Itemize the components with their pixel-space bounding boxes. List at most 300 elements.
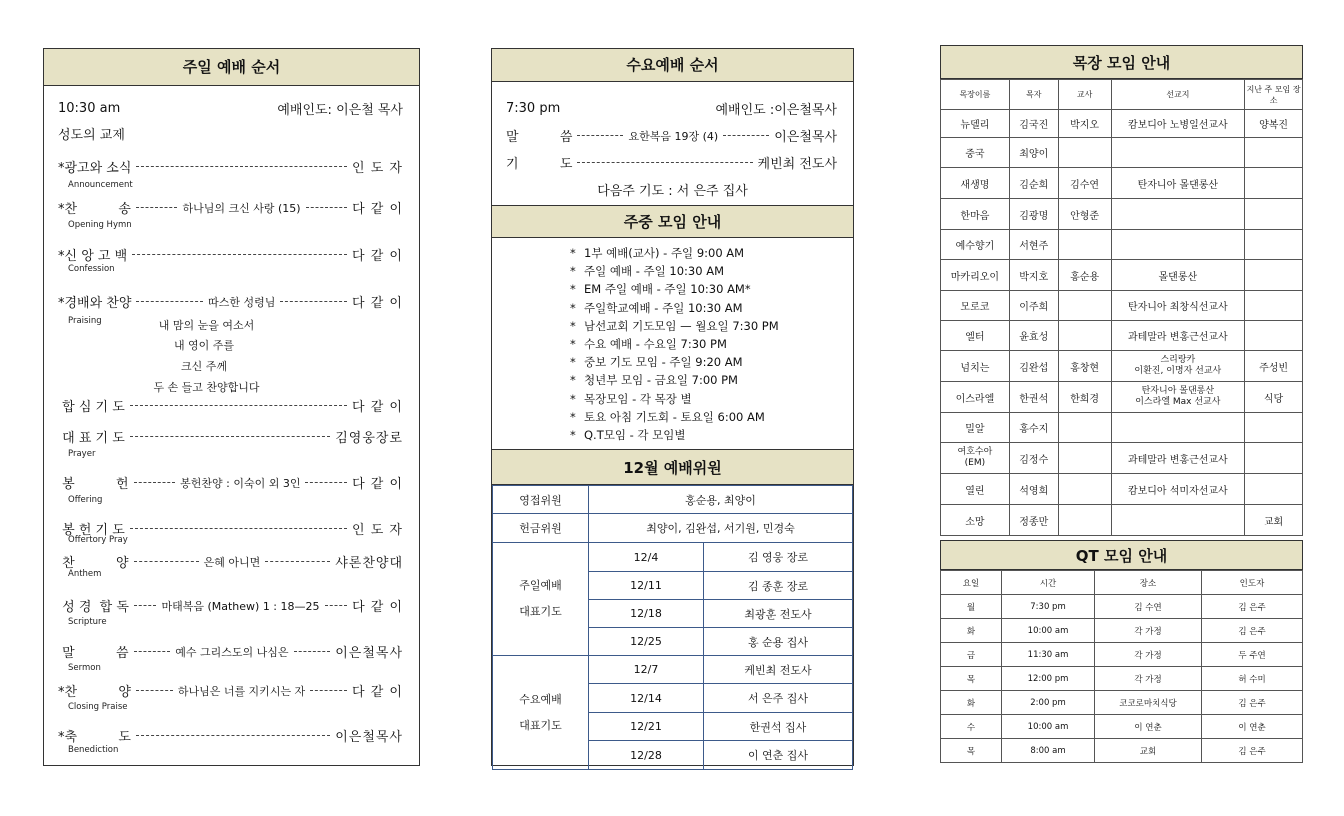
weekly-meeting-text: 주일학교예배 - 주일 10:30 AM xyxy=(584,300,743,315)
service-order-item xyxy=(58,726,403,745)
bullet-marker: * xyxy=(570,428,576,442)
schedule-date: 12/25 xyxy=(589,628,704,656)
service-order-item xyxy=(58,681,403,700)
qt-cell: 김 수연 xyxy=(1095,595,1202,619)
cell-text-line: 김완섭 xyxy=(1019,362,1049,374)
order-item-leader: 다 같 이 xyxy=(352,400,403,415)
cell-text-line: 김국진 xyxy=(1019,120,1049,131)
divider xyxy=(325,605,348,606)
cell-text-line: 마카리오이 xyxy=(950,271,1000,283)
order-item-leader: 다 같 이 xyxy=(352,249,403,264)
table-row xyxy=(941,413,1303,443)
qt-cell: 2:00 pm xyxy=(1002,691,1095,715)
weekly-meeting-text: 청년부 모임 - 금요일 7:00 PM xyxy=(584,373,738,388)
cell-text-line: 넘치는 xyxy=(960,362,990,374)
cell-group-cell xyxy=(1058,321,1111,351)
table-row xyxy=(941,443,1303,474)
cell-text-line: 석영희 xyxy=(1019,485,1049,497)
order-item-english: Benediction xyxy=(68,745,119,755)
group-label-line: 수요예배 xyxy=(519,692,562,706)
qt-cell: 8:00 am xyxy=(1002,739,1095,763)
cell-group-cell xyxy=(941,291,1010,321)
cell-group-cell xyxy=(1058,138,1111,168)
cell-group-cell xyxy=(941,321,1010,351)
cell-text-line: 과테말라 변홍근선교사 xyxy=(1127,454,1228,466)
schedule-date: 12/14 xyxy=(589,684,704,713)
wednesday-leader: 예배인도 :이은철목사 xyxy=(715,103,837,118)
cell-text-line: 캄보디아 노병일선교사 xyxy=(1127,120,1228,131)
weekly-meeting-text: 토요 아침 기도회 - 토요일 6:00 AM xyxy=(584,409,765,424)
table-row xyxy=(941,138,1303,168)
welcome-label: 영접위원 xyxy=(493,486,589,514)
cell-text-line: 탄자니아 최창식선교사 xyxy=(1127,302,1228,313)
table-row xyxy=(941,260,1303,291)
bullet-marker: * xyxy=(570,300,576,315)
weekly-meeting-item xyxy=(570,336,727,352)
cell-group-cell xyxy=(1009,474,1058,505)
december-committee-title: 12월 예배위원 xyxy=(492,449,853,485)
table-row xyxy=(941,691,1303,715)
next-prayer-note: 다음주 기도 : 서 은주 집사 xyxy=(597,184,748,199)
sunday-leader: 예배인도: 이은철 목사 xyxy=(277,103,403,118)
schedule-date: 12/11 xyxy=(589,572,704,600)
column-header: 인도자 xyxy=(1202,571,1303,595)
order-item-detail: 봉헌찬양 : 이숙이 외 3인 xyxy=(180,476,301,490)
cell-group-cell xyxy=(1009,110,1058,138)
cell-text-line: 양복진 xyxy=(1259,120,1289,131)
cell-text-line: 소망 xyxy=(965,516,985,528)
cell-group-cell xyxy=(1245,413,1303,443)
praise-song-line: 두 손 들고 찬양합니다 xyxy=(153,381,260,394)
column-header: 선교지 xyxy=(1111,80,1245,110)
table-row xyxy=(941,110,1303,138)
cell-text-line: 뉴델리 xyxy=(960,120,990,131)
table-row xyxy=(493,656,853,684)
cell-text-line: 김수연 xyxy=(1070,179,1100,191)
divider xyxy=(130,528,347,529)
wednesday-time-row xyxy=(506,99,837,118)
service-order-item xyxy=(58,198,403,217)
cell-text-line: 홍수지 xyxy=(1019,424,1049,435)
cell-group-cell xyxy=(1111,321,1245,351)
divider xyxy=(136,166,347,167)
divider xyxy=(130,405,347,406)
order-item-label: *찬 송 xyxy=(58,202,131,217)
cell-group-cell xyxy=(1058,382,1111,413)
order-item-leader: 이은철목사 xyxy=(335,646,404,661)
cell-text-line: 예수향기 xyxy=(955,241,995,252)
column-header: 목자 xyxy=(1009,80,1058,110)
bullet-marker: * xyxy=(570,337,576,351)
order-item-english: Prayer xyxy=(68,449,96,459)
bullet-marker: * xyxy=(570,373,576,388)
table-header-row xyxy=(941,571,1303,595)
offering-label: 헌금위원 xyxy=(493,514,589,543)
cell-group-cell xyxy=(1058,413,1111,443)
cell-group-cell xyxy=(1058,168,1111,199)
cell-group-cell xyxy=(1245,474,1303,505)
wednesday-time: 7:30 pm xyxy=(506,101,561,116)
order-item-leader: 다 같 이 xyxy=(352,477,404,492)
order-item-detail: 하나님의 크신 사랑 (15) xyxy=(182,201,301,215)
order-item-english: Offering xyxy=(68,495,103,505)
wednesday-sermon-label: 말 씀 xyxy=(506,130,573,145)
cell-group-cell xyxy=(1245,110,1303,138)
divider xyxy=(136,301,203,302)
cell-group-cell xyxy=(1058,505,1111,536)
cell-text-line: 캄보디아 석미자선교사 xyxy=(1127,485,1228,497)
cell-group-cell xyxy=(1009,413,1058,443)
cell-text-line: 김광명 xyxy=(1019,210,1049,222)
cell-text-line: 최양이 xyxy=(1019,149,1049,160)
order-item-leader: 다 같 이 xyxy=(352,685,403,700)
cell-text-line: 박지오 xyxy=(1070,120,1100,131)
schedule-name: 서 은주 집사 xyxy=(704,684,853,713)
divider xyxy=(136,207,178,208)
table-row xyxy=(941,505,1303,536)
cell-group-cell xyxy=(1111,505,1245,536)
qt-cell: 화 xyxy=(941,691,1002,715)
cell-group-cell xyxy=(1009,351,1058,382)
order-item-label: 말 씀 xyxy=(58,646,129,661)
bullet-marker: * xyxy=(570,391,576,406)
schedule-date: 12/7 xyxy=(589,656,704,684)
order-item-leader: 인 도 자 xyxy=(352,523,403,538)
service-order-item xyxy=(58,157,403,176)
cell-group-cell xyxy=(941,351,1010,382)
cell-group-cell xyxy=(1009,382,1058,413)
table-row xyxy=(941,643,1303,667)
schedule-date: 12/28 xyxy=(589,741,704,770)
cell-text-line: 홍창현 xyxy=(1070,362,1100,374)
wednesday-prayer-leader: 케빈최 전도사 xyxy=(757,157,837,172)
cell-group-cell xyxy=(1009,291,1058,321)
weekly-meeting-text: 주일 예배 - 주일 10:30 AM xyxy=(584,264,725,279)
schedule-name: 김 종훈 장로 xyxy=(704,572,853,600)
order-item-leader: 이은철목사 xyxy=(335,730,403,745)
weekly-meeting-text: 중보 기도 모임 - 주일 9:20 AM xyxy=(584,355,743,370)
order-item-label: *경배와 찬양 xyxy=(58,296,132,311)
table-row xyxy=(941,595,1303,619)
schedule-date: 12/21 xyxy=(589,713,704,741)
cell-text-line: 이환진, 이명자 선교사 xyxy=(1134,366,1222,376)
schedule-name: 최광훈 전도사 xyxy=(704,600,853,628)
order-item-leader: 다 같 이 xyxy=(352,600,404,615)
praise-song-line: 내 맘의 눈을 여소서 xyxy=(158,319,255,332)
service-order-item xyxy=(58,642,403,661)
table-header-row xyxy=(941,80,1303,110)
cell-text-line: (EM) xyxy=(964,458,986,468)
cell-text-line: 한희경 xyxy=(1070,393,1100,405)
praise-song-line: 내 영이 주를 xyxy=(173,339,235,352)
bullet-marker: * xyxy=(570,409,576,424)
cell-group-cell xyxy=(1245,321,1303,351)
cell-text-line: 엘터 xyxy=(965,332,985,343)
wednesday-prayer-row xyxy=(506,153,837,172)
order-item-english: Closing Praise xyxy=(68,702,128,712)
weekly-meeting-text: 수요 예배 - 수요일 7:30 PM xyxy=(584,337,727,351)
service-order-item xyxy=(58,396,403,415)
qt-cell: 두 주연 xyxy=(1202,643,1303,667)
bullet-marker: * xyxy=(570,246,576,260)
wednesday-scripture: 요한복음 19장 (4) xyxy=(628,129,719,143)
order-item-leader: 다 같 이 xyxy=(352,202,404,217)
qt-cell: 김 은주 xyxy=(1202,619,1303,643)
table-row xyxy=(941,715,1303,739)
table-row xyxy=(941,321,1303,351)
order-item-detail: 은혜 아니면 xyxy=(203,555,261,569)
schedule-date: 12/4 xyxy=(589,543,704,572)
cell-group-cell xyxy=(1111,382,1245,413)
cell-group-cell xyxy=(941,138,1010,168)
weekly-meeting-text: 남선교회 기도모임 — 월요일 7:30 PM xyxy=(584,318,779,333)
cell-group-cell xyxy=(1009,260,1058,291)
cell-group-cell xyxy=(1245,260,1303,291)
qt-cell: 월 xyxy=(941,595,1002,619)
cell-group-cell xyxy=(941,382,1010,413)
table-row xyxy=(941,619,1303,643)
cell-text-line: 한권석 xyxy=(1019,393,1049,405)
cell-group-cell xyxy=(1009,505,1058,536)
cell-group-cell xyxy=(1009,199,1058,230)
cell-group-cell xyxy=(1111,474,1245,505)
wednesday-service-title: 수요예배 순서 xyxy=(492,49,853,82)
cell-group-cell xyxy=(1058,230,1111,260)
cell-group-cell xyxy=(1245,505,1303,536)
order-item-english: Offertory Pray xyxy=(68,535,128,545)
table-row xyxy=(941,168,1303,199)
cell-group-cell xyxy=(1058,351,1111,382)
fellowship-label: 성도의 교제 xyxy=(58,128,125,143)
cell-text-line: 여호수아 xyxy=(957,447,993,457)
cell-group-cell xyxy=(1245,138,1303,168)
order-item-english: Anthem xyxy=(68,569,102,579)
table-row xyxy=(941,291,1303,321)
cell-group-cell xyxy=(1111,199,1245,230)
weekly-meetings-title: 주중 모임 안내 xyxy=(492,205,853,238)
schedule-name: 케빈최 전도사 xyxy=(704,656,853,684)
cell-text-line: 안형준 xyxy=(1070,210,1100,222)
qt-cell: 12:00 pm xyxy=(1002,667,1095,691)
cell-text-line: 중국 xyxy=(965,149,985,160)
cell-group-cell xyxy=(941,110,1010,138)
order-item-leader: 인 도 자 xyxy=(352,161,403,176)
qt-cell: 코코로마치식당 xyxy=(1095,691,1202,715)
service-order-item xyxy=(58,292,403,311)
qt-cell: 김 은주 xyxy=(1202,739,1303,763)
divider xyxy=(294,651,331,652)
qt-cell: 허 수미 xyxy=(1202,667,1303,691)
cell-group-cell xyxy=(1009,230,1058,260)
cell-text-line: 탄자니아 몰댄롱산 xyxy=(1137,179,1219,191)
order-item-label: *광고와 소식 xyxy=(58,161,132,176)
column-header: 요일 xyxy=(941,571,1002,595)
cell-text-line: 새생명 xyxy=(960,179,990,191)
divider xyxy=(723,135,769,136)
order-item-leader: 샤론찬양대 xyxy=(335,556,404,571)
sunday-service-title: 주일 예배 순서 xyxy=(44,49,419,86)
order-item-label: *축 도 xyxy=(58,730,131,745)
cell-text-line: 김정수 xyxy=(1019,454,1049,466)
order-item-label: 찬 양 xyxy=(58,556,129,571)
table-row xyxy=(493,514,853,543)
weekly-meeting-item xyxy=(570,263,724,279)
group-label-line: 대표기도 xyxy=(519,605,562,618)
cell-text-line: 몰댄롱산 xyxy=(1158,271,1198,283)
order-item-label: 봉 헌 기 도 xyxy=(58,523,125,538)
cell-group-cell xyxy=(1009,138,1058,168)
cell-group-cell xyxy=(1245,199,1303,230)
order-item-label: *찬 양 xyxy=(58,685,131,700)
wednesday-panel xyxy=(491,48,854,766)
cell-group-cell xyxy=(1009,443,1058,474)
cell-group-cell xyxy=(1245,168,1303,199)
cell-text-line: 한마음 xyxy=(960,210,990,222)
cell-groups-title: 목장 모임 안내 xyxy=(940,45,1303,79)
cell-text-line: 홍순용 xyxy=(1070,271,1100,283)
cell-text-line: 과테말라 변홍근선교사 xyxy=(1127,332,1228,343)
order-item-leader: 다 같 이 xyxy=(352,296,403,311)
group-label-line: 주일예배 xyxy=(519,579,562,592)
table-row xyxy=(941,739,1303,763)
schedule-name: 이 연춘 집사 xyxy=(704,741,853,770)
cell-group-cell xyxy=(1111,443,1245,474)
qt-cell: 각 가정 xyxy=(1095,667,1202,691)
cell-group-cell xyxy=(941,413,1010,443)
cell-group-cell xyxy=(1009,168,1058,199)
bullet-marker: * xyxy=(570,264,576,279)
service-order-item xyxy=(58,552,403,571)
table-row xyxy=(941,199,1303,230)
cell-group-cell xyxy=(1058,443,1111,474)
weekly-meeting-text: EM 주일 예배 - 주일 10:30 AM* xyxy=(584,282,751,297)
divider xyxy=(132,254,347,255)
service-order-item xyxy=(58,473,403,492)
divider xyxy=(134,605,157,606)
divider xyxy=(136,690,173,691)
cell-text-line: 김순희 xyxy=(1019,179,1049,191)
order-item-detail: 하나님은 너를 지키시는 자 xyxy=(177,684,306,698)
order-item-label: 봉 헌 xyxy=(58,477,129,492)
cell-text-line: 박지호 xyxy=(1019,271,1049,283)
weekly-meeting-item xyxy=(570,409,765,425)
qt-cell: 각 가정 xyxy=(1095,643,1202,667)
weekly-meeting-item xyxy=(570,318,779,334)
divider xyxy=(306,207,348,208)
cell-group-cell xyxy=(1111,230,1245,260)
qt-cell: 이 연춘 xyxy=(1095,715,1202,739)
cell-group-cell xyxy=(941,474,1010,505)
cell-group-cell xyxy=(1058,260,1111,291)
divider xyxy=(305,482,347,483)
cell-text-line: 밀알 xyxy=(965,424,985,435)
table-row xyxy=(941,230,1303,260)
qt-cell: 각 가정 xyxy=(1095,619,1202,643)
qt-cell: 10:00 am xyxy=(1002,619,1095,643)
prayer-group-label xyxy=(493,656,589,770)
cell-group-cell xyxy=(941,230,1010,260)
cell-group-cell xyxy=(941,443,1010,474)
order-item-detail: 마태복음 (Mathew) 1 : 18—25 xyxy=(161,599,320,613)
cell-group-cell xyxy=(1058,110,1111,138)
qt-cell: 목 xyxy=(941,667,1002,691)
order-item-label: *신 앙 고 백 xyxy=(58,249,128,264)
weekly-meeting-item xyxy=(570,281,751,297)
divider xyxy=(134,651,171,652)
qt-cell: 화 xyxy=(941,619,1002,643)
divider xyxy=(265,561,330,562)
bullet-marker: * xyxy=(570,318,576,333)
wednesday-preacher: 이은철목사 xyxy=(774,130,838,145)
table-row xyxy=(941,351,1303,382)
divider xyxy=(136,735,330,736)
cell-text-line: 주성빈 xyxy=(1259,362,1289,374)
column-header: 지난 주 모임 장소 xyxy=(1245,80,1303,110)
weekly-meeting-text: Q.T모임 - 각 모임별 xyxy=(584,428,686,442)
qt-meetings-table xyxy=(940,570,1303,763)
weekly-meeting-item xyxy=(570,391,692,407)
service-order-item xyxy=(58,427,403,446)
december-committee-table xyxy=(492,485,853,770)
divider xyxy=(280,301,347,302)
divider xyxy=(577,162,752,163)
cell-text-line: 이스라엘 Max 선교사 xyxy=(1135,397,1221,407)
cell-groups-table xyxy=(940,79,1303,536)
qt-meetings-title: QT 모임 안내 xyxy=(940,540,1303,570)
weekly-meeting-text: 1부 예배(교사) - 주일 9:00 AM xyxy=(584,246,745,260)
qt-cell: 교회 xyxy=(1095,739,1202,763)
cell-text-line: 스리랑카 xyxy=(1160,355,1196,365)
cell-group-cell xyxy=(1245,351,1303,382)
cell-group-cell xyxy=(1245,382,1303,413)
sunday-time-row xyxy=(58,99,403,118)
order-item-english: Confession xyxy=(68,264,115,274)
cell-group-cell xyxy=(1111,351,1245,382)
column-header: 시간 xyxy=(1002,571,1095,595)
cell-group-cell xyxy=(1058,199,1111,230)
table-row xyxy=(941,382,1303,413)
qt-cell: 수 xyxy=(941,715,1002,739)
cell-text-line: 이주희 xyxy=(1019,302,1049,313)
cell-text-line: 이스라엘 xyxy=(955,393,995,405)
wednesday-prayer-label: 기 도 xyxy=(506,157,573,172)
cell-text-line: 모로코 xyxy=(960,302,990,313)
schedule-date: 12/18 xyxy=(589,600,704,628)
order-item-detail: 예수 그리스도의 나심은 xyxy=(175,645,289,659)
column-header: 목장이름 xyxy=(941,80,1010,110)
weekly-meeting-item xyxy=(570,372,738,388)
schedule-name: 홍 순용 집사 xyxy=(704,628,853,656)
praise-song-line: 크신 주께 xyxy=(180,360,227,373)
qt-cell: 김 은주 xyxy=(1202,691,1303,715)
schedule-name: 김 영웅 장로 xyxy=(704,543,853,572)
cell-text-line: 교회 xyxy=(1263,516,1284,528)
cell-group-cell xyxy=(1111,413,1245,443)
cell-text-line: 서현주 xyxy=(1019,241,1049,252)
column-header: 장소 xyxy=(1095,571,1202,595)
cell-text-line: 열린 xyxy=(965,485,985,497)
weekly-meeting-text: 목장모임 - 각 목장 별 xyxy=(584,391,692,406)
column-header: 교사 xyxy=(1058,80,1111,110)
order-item-english: Opening Hymn xyxy=(68,220,132,230)
order-item-english: Praising xyxy=(68,316,102,326)
weekly-meeting-item xyxy=(570,427,686,443)
prayer-group-label xyxy=(493,543,589,656)
qt-cell: 금 xyxy=(941,643,1002,667)
table-row xyxy=(493,486,853,514)
sunday-service-panel xyxy=(43,48,420,766)
cell-group-cell xyxy=(1058,474,1111,505)
